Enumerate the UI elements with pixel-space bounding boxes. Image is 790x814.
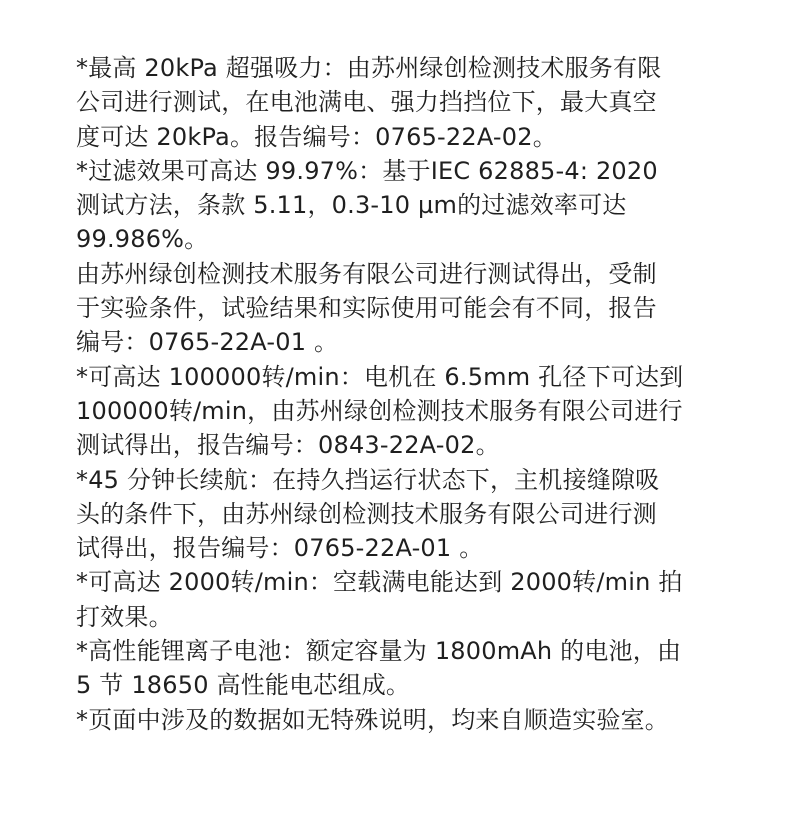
note-line: 公司进行测试，在电池满电、强力挡挡位下，最大真空 bbox=[76, 88, 657, 117]
note-battery-life bbox=[76, 463, 776, 566]
note-line: 测试得出，报告编号：0843-22A-02。 bbox=[76, 431, 500, 460]
note-line: 由苏州绿创检测技术服务有限公司进行测试得出，受制 bbox=[76, 259, 657, 288]
note-line: *页面中涉及的数据如无特殊说明，均来自顺造实验室。 bbox=[76, 705, 669, 734]
note-filtration bbox=[76, 154, 776, 257]
note-beating-speed bbox=[76, 565, 776, 634]
note-test-conditions bbox=[76, 257, 776, 360]
note-line: *可高达 2000转/min：空载满电能达到 2000转/min 拍 bbox=[76, 568, 683, 597]
note-battery-cells bbox=[76, 634, 776, 703]
note-data-source bbox=[76, 703, 776, 737]
note-line: 100000转/min，由苏州绿创检测技术服务有限公司进行 bbox=[76, 396, 683, 425]
note-line: *最高 20kPa 超强吸力：由苏州绿创检测技术服务有限 bbox=[76, 54, 662, 82]
note-line: 试得出，报告编号：0765-22A-01 。 bbox=[76, 534, 484, 563]
note-line: 于实验条件，试验结果和实际使用可能会有不同，报告 bbox=[76, 294, 657, 323]
note-line: *可高达 100000转/min：电机在 6.5mm 孔径下可达到 bbox=[76, 362, 684, 391]
note-line: 99.986%。 bbox=[76, 225, 209, 254]
note-line: 5 节 18650 高性能电芯组成。 bbox=[76, 671, 411, 700]
note-line: *高性能锂离子电池：额定容量为 1800mAh 的电池，由 bbox=[76, 637, 682, 666]
note-line: *过滤效果可高达 99.97%：基于IEC 62885-4: 2020 bbox=[76, 156, 658, 185]
note-line: 度可达 20kPa。报告编号：0765-22A-02。 bbox=[76, 122, 557, 151]
disclaimer-notes bbox=[76, 51, 776, 737]
note-line: 打效果。 bbox=[76, 602, 173, 631]
note-line: 测试方法，条款 5.11，0.3-10 µm的过滤效率可达 bbox=[76, 191, 627, 220]
note-motor-speed bbox=[76, 360, 776, 463]
note-line: *45 分钟长续航：在持久挡运行状态下，主机接缝隙吸 bbox=[76, 465, 660, 494]
note-suction-power bbox=[76, 51, 776, 154]
note-line: 编号：0765-22A-01 。 bbox=[76, 328, 339, 357]
note-line: 头的条件下，由苏州绿创检测技术服务有限公司进行测 bbox=[76, 499, 657, 528]
